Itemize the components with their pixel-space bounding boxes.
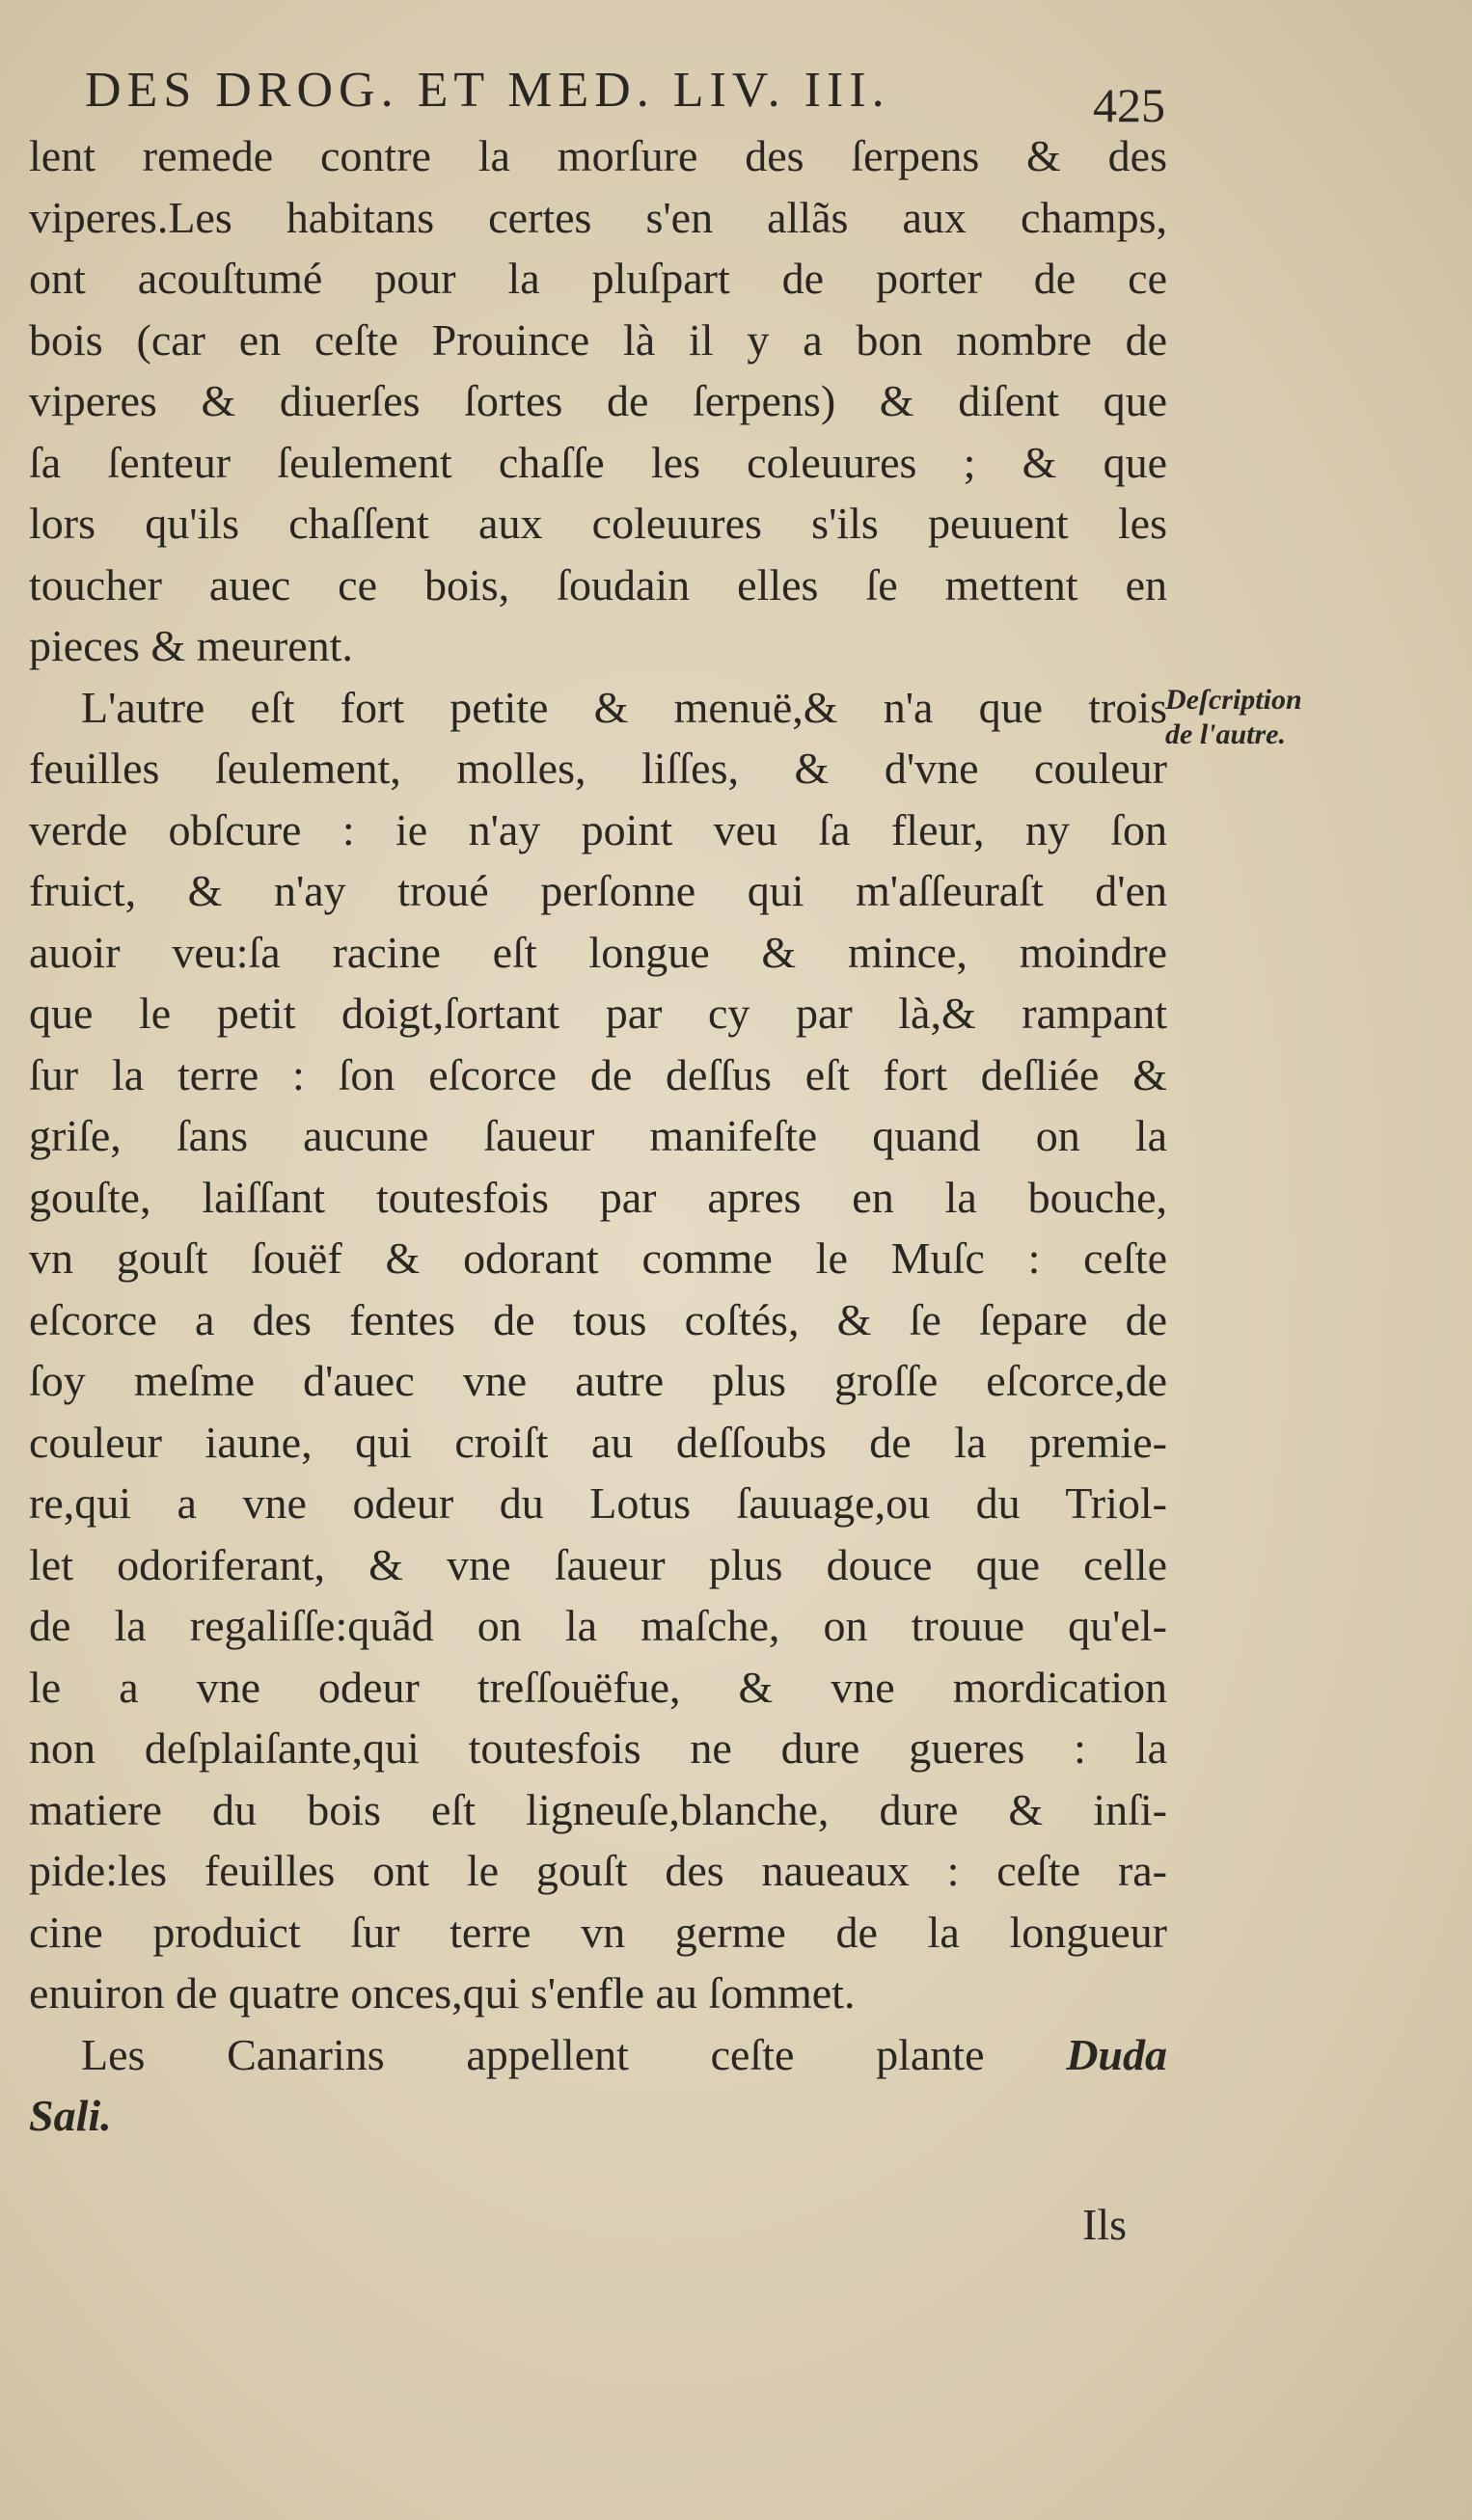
text-line [29,2085,1167,2147]
text-line: lent remede contre la morſure des ſerpens & des [29,131,1167,180]
text-line: feuilles ſeulement, molles, liſſes, & d'vne couleur [29,744,1167,793]
text-line: toucher auec ce bois, ſoudain elles ſe mettent en [29,559,1167,610]
text-line: lors qu'ils chaſſent aux coleuures s'ils peuuent les [29,499,1167,548]
text-line: ont acouſtumé pour la pluſpart de porter de ce [29,254,1167,303]
text-line: enuiron de quatre onces,qui s'enfle au ſommet. [29,1968,856,2018]
text-line: L'autre eſt fort petite & menuë,& n'a que trois [81,682,1167,732]
plant-name: Duda [1066,2029,1167,2079]
text-line: matiere du bois eſt ligneuſe,blanche, dure & inſi- [29,1784,1167,1834]
margin-note [1165,683,1377,752]
margin-note-line: de l'autre. [1165,718,1286,750]
text-line: fruict, & n'ay troué perſonne qui m'aſſeuraſt d'en [29,866,1167,915]
text-line: pide:les feuilles ont le gouſt des naueaux : ceſte ra- [29,1846,1167,1895]
text-line: griſe, ſans aucune ſaueur manifeſte quand on la [29,1111,1167,1160]
text-line: auoir veu:ſa racine eſt longue & mince, moindre [29,927,1167,977]
text-line: gouſte, laiſſant toutesfois par apres en la bouche, [29,1172,1167,1222]
text-line: re,qui a vne odeur du Lotus ſauuage,ou du Triol- [29,1478,1167,1528]
text-line: cine produict ſur terre vn germe de la longueur [29,1907,1167,1957]
plant-name-continued: Sali. [29,2091,112,2140]
text-line: ſoy meſme d'auec vne autre plus groſſe eſcorce,de [29,1356,1167,1405]
margin-note-line: Deſcription [1165,684,1302,716]
text-line: de la regaliſſe:quãd on la maſche, on trouue qu'el- [29,1601,1167,1650]
body-text [29,125,1167,2147]
text-line: bois (car en ceſte Prouince là il y a bon nombre de [29,314,1167,365]
text-line: que le petit doigt,ſortant par cy par là,& rampant [29,989,1167,1038]
page-header [85,50,1165,132]
text-line: vn gouſt ſouëf & odorant comme le Muſc : ceſte [29,1233,1167,1283]
text-line: couleur iaune, qui croiſt au deſſoubs de la premie- [29,1417,1167,1467]
page-number: 425 [1093,78,1165,132]
text-line [29,2024,1167,2086]
text-line: let odoriferant, & vne ſaueur plus douce que celle [29,1539,1167,1589]
text-line: eſcorce a des fentes de tous coſtés, & ſe ſepare de [29,1294,1167,1344]
text-line: verde obſcure : ie n'ay point veu ſa fleur, ny ſon [29,804,1167,854]
catchword: Ils [1082,2200,1127,2249]
text-line: non deſplaiſante,qui toutesfois ne dure gueres : la [29,1723,1167,1773]
running-head: DES DROG. ET MED. LIV. III. [85,63,890,118]
text-line: viperes.Les habitans certes s'en allãs aux champs, [29,192,1167,242]
text-line: pieces & meurent. [29,621,353,670]
text-line: le a vne odeur treſſouëfue, & vne mordication [29,1662,1167,1712]
text-run: Les Canarins appellent ceſte plante [81,2029,985,2079]
text-line: ſur la terre : ſon eſcorce de deſſus eſt fort deſliée & [29,1049,1167,1099]
text-line: ſa ſenteur ſeulement chaſſe les coleuures ; & que [29,437,1167,487]
text-line: viperes & diuerſes ſortes de ſerpens) & diſent que [29,376,1167,425]
